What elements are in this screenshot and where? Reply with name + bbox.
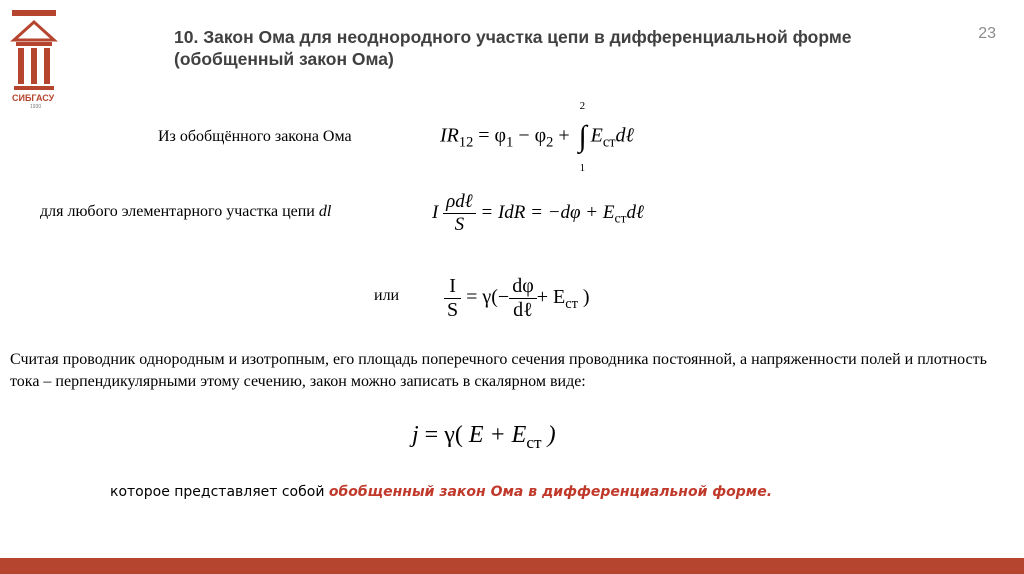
fraction-dphi-over-dl: $\frac{d\varphi}{\text{dℓ}}$ — [509, 276, 537, 321]
row3-label: или — [374, 287, 400, 304]
conclusion-line — [110, 484, 772, 500]
formula-scalar: j = γ( $E + E_{ст}$ ) — [412, 422, 556, 453]
row2-label: для любого элементарного участка цепи dl — [40, 203, 332, 220]
fraction-rho-dl-over-s: $\frac{\text{ρdℓ}}{S}$ — [443, 192, 476, 235]
row1-label: Из обобщённого закона Ома — [158, 128, 352, 145]
slide-number: 23 — [978, 25, 996, 42]
formula-element: I $\frac{\text{ρdℓ}}{S}$ = IdR = $-d\varphi + E_{ст}d\ell$ — [432, 191, 644, 235]
integral-sign: 2 ∫ 1 — [578, 100, 587, 174]
conclusion-highlight: обобщенный закон Ома в дифференциальной форме. — [328, 484, 773, 500]
bottom-accent-bar — [0, 558, 1024, 574]
explanation-paragraph: Считая проводник однородным и изотропным, его площадь поперечного сечения проводника постоянной, а напряженности полей и плотность тока – перпендикулярными этому сечению, закон можно записать в скалярном виде: — [10, 351, 987, 390]
conclusion-prefix: которое представляет собой — [110, 484, 329, 500]
formula-current-density: $\frac{I}{S}$ = γ(− $\frac{d\varphi}{\text{dℓ}}$ + $E_{ст}$ ) — [444, 276, 590, 321]
logo-text: СИБГАСУ — [12, 93, 55, 103]
logo-subtext: 1930 — [30, 104, 42, 110]
formula-generalized-ohm: $IR_{12} = \varphi_1 - \varphi_2$ + 2 ∫ 1 $E_{ст}d\ell$ — [440, 100, 634, 174]
fraction-i-over-s: $\frac{I}{S}$ — [444, 276, 461, 321]
slide-title: 10. Закон Ома для неоднородного участка цепи в дифференциальной форме (обобщенный закон Ома) — [174, 27, 852, 69]
